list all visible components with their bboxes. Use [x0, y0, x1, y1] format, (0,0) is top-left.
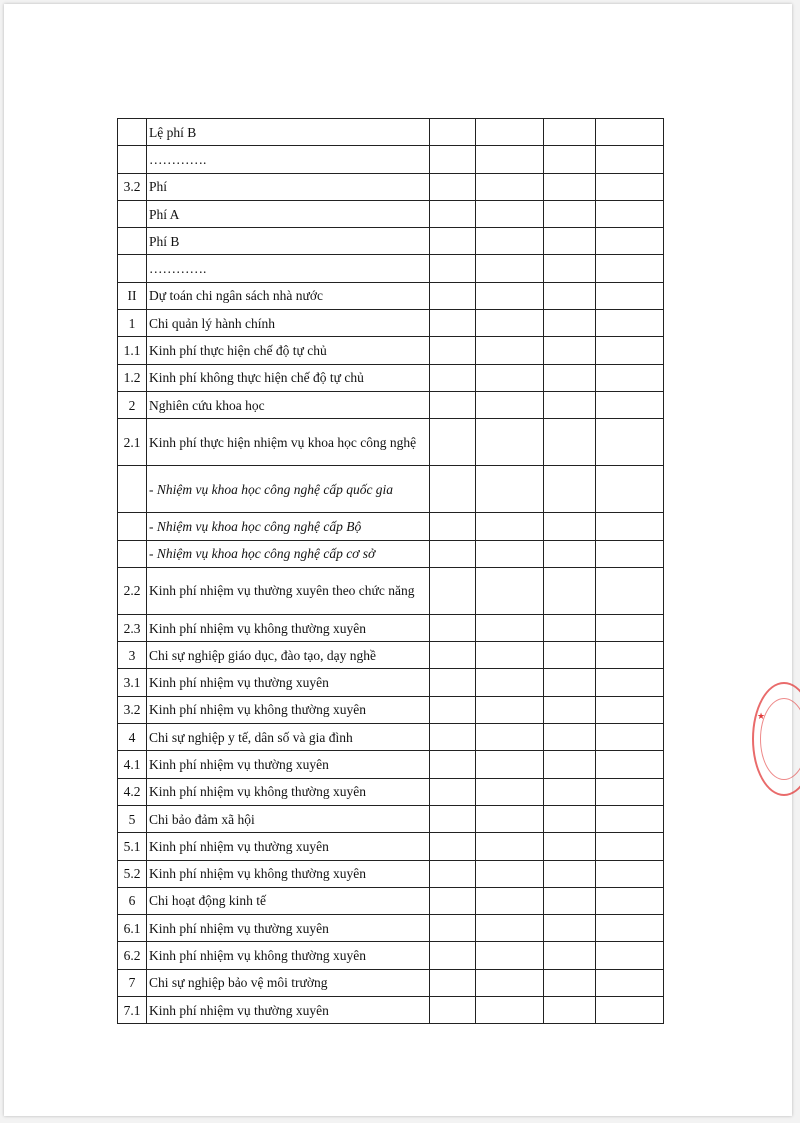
row-amount-cell — [544, 860, 596, 887]
table-row — [118, 310, 664, 337]
row-description-cell: Phí B — [147, 228, 430, 255]
row-amount-cell — [430, 337, 476, 364]
row-description-cell: …………. — [147, 255, 430, 282]
row-description-cell: Chi sự nghiệp bảo vệ môi trường — [147, 969, 430, 996]
row-amount-cell — [544, 255, 596, 282]
row-amount-cell — [476, 513, 544, 540]
row-amount-cell — [430, 310, 476, 337]
row-description-cell: Kinh phí thực hiện nhiệm vụ khoa học công nghệ — [147, 419, 430, 466]
row-amount-cell — [430, 997, 476, 1024]
row-number-cell: 1 — [118, 310, 147, 337]
row-amount-cell — [430, 540, 476, 567]
row-amount-cell — [476, 860, 544, 887]
row-amount-cell — [596, 228, 664, 255]
row-amount-cell — [430, 419, 476, 466]
row-description-cell: Dự toán chi ngân sách nhà nước — [147, 282, 430, 309]
row-amount-cell — [476, 642, 544, 669]
row-amount-cell — [544, 969, 596, 996]
row-number-cell — [118, 255, 147, 282]
table-row — [118, 915, 664, 942]
row-amount-cell — [430, 915, 476, 942]
row-amount-cell — [544, 228, 596, 255]
row-description-cell: …………. — [147, 146, 430, 173]
row-amount-cell — [596, 282, 664, 309]
row-amount-cell — [544, 146, 596, 173]
row-amount-cell — [430, 567, 476, 614]
table-row — [118, 146, 664, 173]
row-amount-cell — [430, 669, 476, 696]
row-number-cell — [118, 119, 147, 146]
budget-table — [117, 118, 664, 1024]
row-description-cell: Phí A — [147, 200, 430, 227]
row-amount-cell — [476, 173, 544, 200]
row-amount-cell — [544, 282, 596, 309]
table-row — [118, 173, 664, 200]
row-description-cell: Phí — [147, 173, 430, 200]
row-amount-cell — [596, 337, 664, 364]
row-amount-cell — [544, 200, 596, 227]
row-number-cell: 4 — [118, 724, 147, 751]
row-amount-cell — [476, 751, 544, 778]
row-description-cell: - Nhiệm vụ khoa học công nghệ cấp quốc gia — [147, 466, 430, 513]
row-amount-cell — [596, 696, 664, 723]
row-amount-cell — [476, 119, 544, 146]
row-description-cell: Kinh phí nhiệm vụ thường xuyên — [147, 751, 430, 778]
table-row — [118, 282, 664, 309]
row-number-cell — [118, 200, 147, 227]
row-number-cell: II — [118, 282, 147, 309]
row-amount-cell — [430, 200, 476, 227]
row-amount-cell — [544, 567, 596, 614]
row-description-cell: Lệ phí B — [147, 119, 430, 146]
row-description-cell: Kinh phí nhiệm vụ không thường xuyên — [147, 942, 430, 969]
table-row — [118, 255, 664, 282]
row-number-cell — [118, 228, 147, 255]
row-amount-cell — [544, 119, 596, 146]
row-description-cell: - Nhiệm vụ khoa học công nghệ cấp Bộ — [147, 513, 430, 540]
row-amount-cell — [476, 228, 544, 255]
table-row — [118, 391, 664, 418]
row-amount-cell — [596, 724, 664, 751]
document-page — [4, 4, 792, 1116]
row-amount-cell — [544, 391, 596, 418]
row-description-cell: Chi bảo đảm xã hội — [147, 805, 430, 832]
row-amount-cell — [596, 540, 664, 567]
row-amount-cell — [476, 282, 544, 309]
row-description-cell: Kinh phí nhiệm vụ thường xuyên — [147, 833, 430, 860]
row-amount-cell — [476, 669, 544, 696]
table-row — [118, 614, 664, 641]
row-amount-cell — [544, 419, 596, 466]
row-amount-cell — [544, 887, 596, 914]
row-amount-cell — [596, 887, 664, 914]
row-amount-cell — [430, 119, 476, 146]
seal-star-icon: ★ — [757, 712, 766, 722]
row-amount-cell — [544, 778, 596, 805]
row-description-cell: Kinh phí nhiệm vụ thường xuyên — [147, 669, 430, 696]
row-number-cell: 4.2 — [118, 778, 147, 805]
row-amount-cell — [544, 173, 596, 200]
row-amount-cell — [430, 724, 476, 751]
row-amount-cell — [596, 513, 664, 540]
row-amount-cell — [430, 255, 476, 282]
row-number-cell: 2.3 — [118, 614, 147, 641]
table-row — [118, 466, 664, 513]
budget-table-body — [118, 119, 664, 1024]
row-description-cell: Kinh phí không thực hiện chế độ tự chủ — [147, 364, 430, 391]
table-row — [118, 419, 664, 466]
table-row — [118, 778, 664, 805]
row-amount-cell — [476, 146, 544, 173]
table-row — [118, 969, 664, 996]
row-amount-cell — [430, 942, 476, 969]
row-amount-cell — [596, 969, 664, 996]
row-number-cell — [118, 540, 147, 567]
row-amount-cell — [596, 200, 664, 227]
row-amount-cell — [476, 997, 544, 1024]
row-amount-cell — [430, 466, 476, 513]
row-amount-cell — [544, 337, 596, 364]
row-amount-cell — [544, 805, 596, 832]
table-row — [118, 833, 664, 860]
table-row — [118, 567, 664, 614]
row-amount-cell — [596, 567, 664, 614]
table-row — [118, 119, 664, 146]
row-number-cell: 1.1 — [118, 337, 147, 364]
row-amount-cell — [476, 915, 544, 942]
row-amount-cell — [596, 860, 664, 887]
table-row — [118, 887, 664, 914]
table-row — [118, 364, 664, 391]
row-amount-cell — [596, 805, 664, 832]
row-description-cell: Chi hoạt động kinh tế — [147, 887, 430, 914]
row-amount-cell — [430, 173, 476, 200]
row-amount-cell — [544, 310, 596, 337]
row-amount-cell — [430, 642, 476, 669]
row-amount-cell — [596, 466, 664, 513]
row-amount-cell — [430, 228, 476, 255]
row-amount-cell — [430, 146, 476, 173]
row-amount-cell — [476, 567, 544, 614]
row-number-cell — [118, 513, 147, 540]
row-amount-cell — [544, 833, 596, 860]
table-row — [118, 228, 664, 255]
row-amount-cell — [430, 751, 476, 778]
table-row — [118, 860, 664, 887]
table-row — [118, 751, 664, 778]
row-amount-cell — [544, 642, 596, 669]
row-amount-cell — [430, 696, 476, 723]
row-description-cell: Chi sự nghiệp giáo dục, đào tạo, dạy nghề — [147, 642, 430, 669]
row-number-cell: 7.1 — [118, 997, 147, 1024]
row-description-cell: Kinh phí nhiệm vụ không thường xuyên — [147, 614, 430, 641]
row-number-cell: 5 — [118, 805, 147, 832]
table-row — [118, 200, 664, 227]
row-amount-cell — [476, 540, 544, 567]
table-row — [118, 669, 664, 696]
row-description-cell: Kinh phí nhiệm vụ không thường xuyên — [147, 860, 430, 887]
row-number-cell: 6.1 — [118, 915, 147, 942]
row-amount-cell — [476, 337, 544, 364]
row-amount-cell — [544, 669, 596, 696]
row-number-cell: 6 — [118, 887, 147, 914]
row-amount-cell — [596, 419, 664, 466]
row-amount-cell — [430, 778, 476, 805]
row-number-cell: 5.1 — [118, 833, 147, 860]
row-number-cell: 1.2 — [118, 364, 147, 391]
row-amount-cell — [476, 466, 544, 513]
row-description-cell: Nghiên cứu khoa học — [147, 391, 430, 418]
row-amount-cell — [476, 805, 544, 832]
row-amount-cell — [476, 255, 544, 282]
row-amount-cell — [430, 513, 476, 540]
row-amount-cell — [476, 724, 544, 751]
table-row — [118, 513, 664, 540]
row-amount-cell — [596, 942, 664, 969]
row-amount-cell — [596, 364, 664, 391]
row-amount-cell — [476, 833, 544, 860]
row-amount-cell — [430, 833, 476, 860]
row-amount-cell — [544, 751, 596, 778]
row-amount-cell — [596, 669, 664, 696]
row-amount-cell — [544, 696, 596, 723]
row-description-cell: Kinh phí nhiệm vụ không thường xuyên — [147, 696, 430, 723]
row-description-cell: Kinh phí nhiệm vụ thường xuyên theo chức năng — [147, 567, 430, 614]
row-number-cell: 2 — [118, 391, 147, 418]
row-amount-cell — [544, 513, 596, 540]
row-amount-cell — [544, 614, 596, 641]
table-row — [118, 540, 664, 567]
row-amount-cell — [430, 364, 476, 391]
table-row — [118, 696, 664, 723]
row-amount-cell — [476, 419, 544, 466]
row-amount-cell — [430, 282, 476, 309]
row-description-cell: Chi quản lý hành chính — [147, 310, 430, 337]
row-amount-cell — [430, 614, 476, 641]
row-number-cell: 3 — [118, 642, 147, 669]
row-amount-cell — [596, 833, 664, 860]
row-description-cell: - Nhiệm vụ khoa học công nghệ cấp cơ sở — [147, 540, 430, 567]
row-number-cell: 2.1 — [118, 419, 147, 466]
row-number-cell: 4.1 — [118, 751, 147, 778]
table-row — [118, 997, 664, 1024]
row-amount-cell — [596, 751, 664, 778]
row-number-cell — [118, 146, 147, 173]
table-row — [118, 337, 664, 364]
row-amount-cell — [596, 119, 664, 146]
row-amount-cell — [596, 642, 664, 669]
table-row — [118, 942, 664, 969]
row-number-cell: 2.2 — [118, 567, 147, 614]
row-description-cell: Chi sự nghiệp y tế, dân số và gia đình — [147, 724, 430, 751]
row-description-cell: Kinh phí nhiệm vụ thường xuyên — [147, 915, 430, 942]
row-number-cell: 5.2 — [118, 860, 147, 887]
table-row — [118, 805, 664, 832]
row-description-cell: Kinh phí nhiệm vụ không thường xuyên — [147, 778, 430, 805]
row-amount-cell — [430, 969, 476, 996]
row-amount-cell — [596, 310, 664, 337]
row-amount-cell — [476, 696, 544, 723]
row-amount-cell — [596, 614, 664, 641]
row-number-cell: 7 — [118, 969, 147, 996]
row-amount-cell — [430, 887, 476, 914]
table-row — [118, 642, 664, 669]
official-seal-inner-ring — [760, 698, 800, 780]
row-amount-cell — [430, 805, 476, 832]
row-amount-cell — [544, 466, 596, 513]
row-amount-cell — [476, 614, 544, 641]
row-amount-cell — [476, 310, 544, 337]
row-amount-cell — [596, 778, 664, 805]
row-description-cell: Kinh phí nhiệm vụ thường xuyên — [147, 997, 430, 1024]
row-description-cell: Kinh phí thực hiện chế độ tự chủ — [147, 337, 430, 364]
row-number-cell: 6.2 — [118, 942, 147, 969]
row-amount-cell — [476, 391, 544, 418]
row-amount-cell — [476, 969, 544, 996]
row-amount-cell — [596, 391, 664, 418]
row-amount-cell — [596, 173, 664, 200]
row-number-cell: 3.1 — [118, 669, 147, 696]
row-amount-cell — [476, 887, 544, 914]
row-amount-cell — [544, 915, 596, 942]
row-amount-cell — [596, 997, 664, 1024]
row-number-cell: 3.2 — [118, 173, 147, 200]
row-amount-cell — [476, 200, 544, 227]
row-amount-cell — [544, 942, 596, 969]
row-amount-cell — [596, 915, 664, 942]
row-amount-cell — [544, 997, 596, 1024]
row-amount-cell — [430, 860, 476, 887]
row-amount-cell — [476, 942, 544, 969]
row-amount-cell — [544, 364, 596, 391]
table-row — [118, 724, 664, 751]
row-number-cell: 3.2 — [118, 696, 147, 723]
row-amount-cell — [476, 778, 544, 805]
row-number-cell — [118, 466, 147, 513]
row-amount-cell — [596, 146, 664, 173]
row-amount-cell — [544, 540, 596, 567]
row-amount-cell — [544, 724, 596, 751]
row-amount-cell — [476, 364, 544, 391]
row-amount-cell — [596, 255, 664, 282]
row-amount-cell — [430, 391, 476, 418]
